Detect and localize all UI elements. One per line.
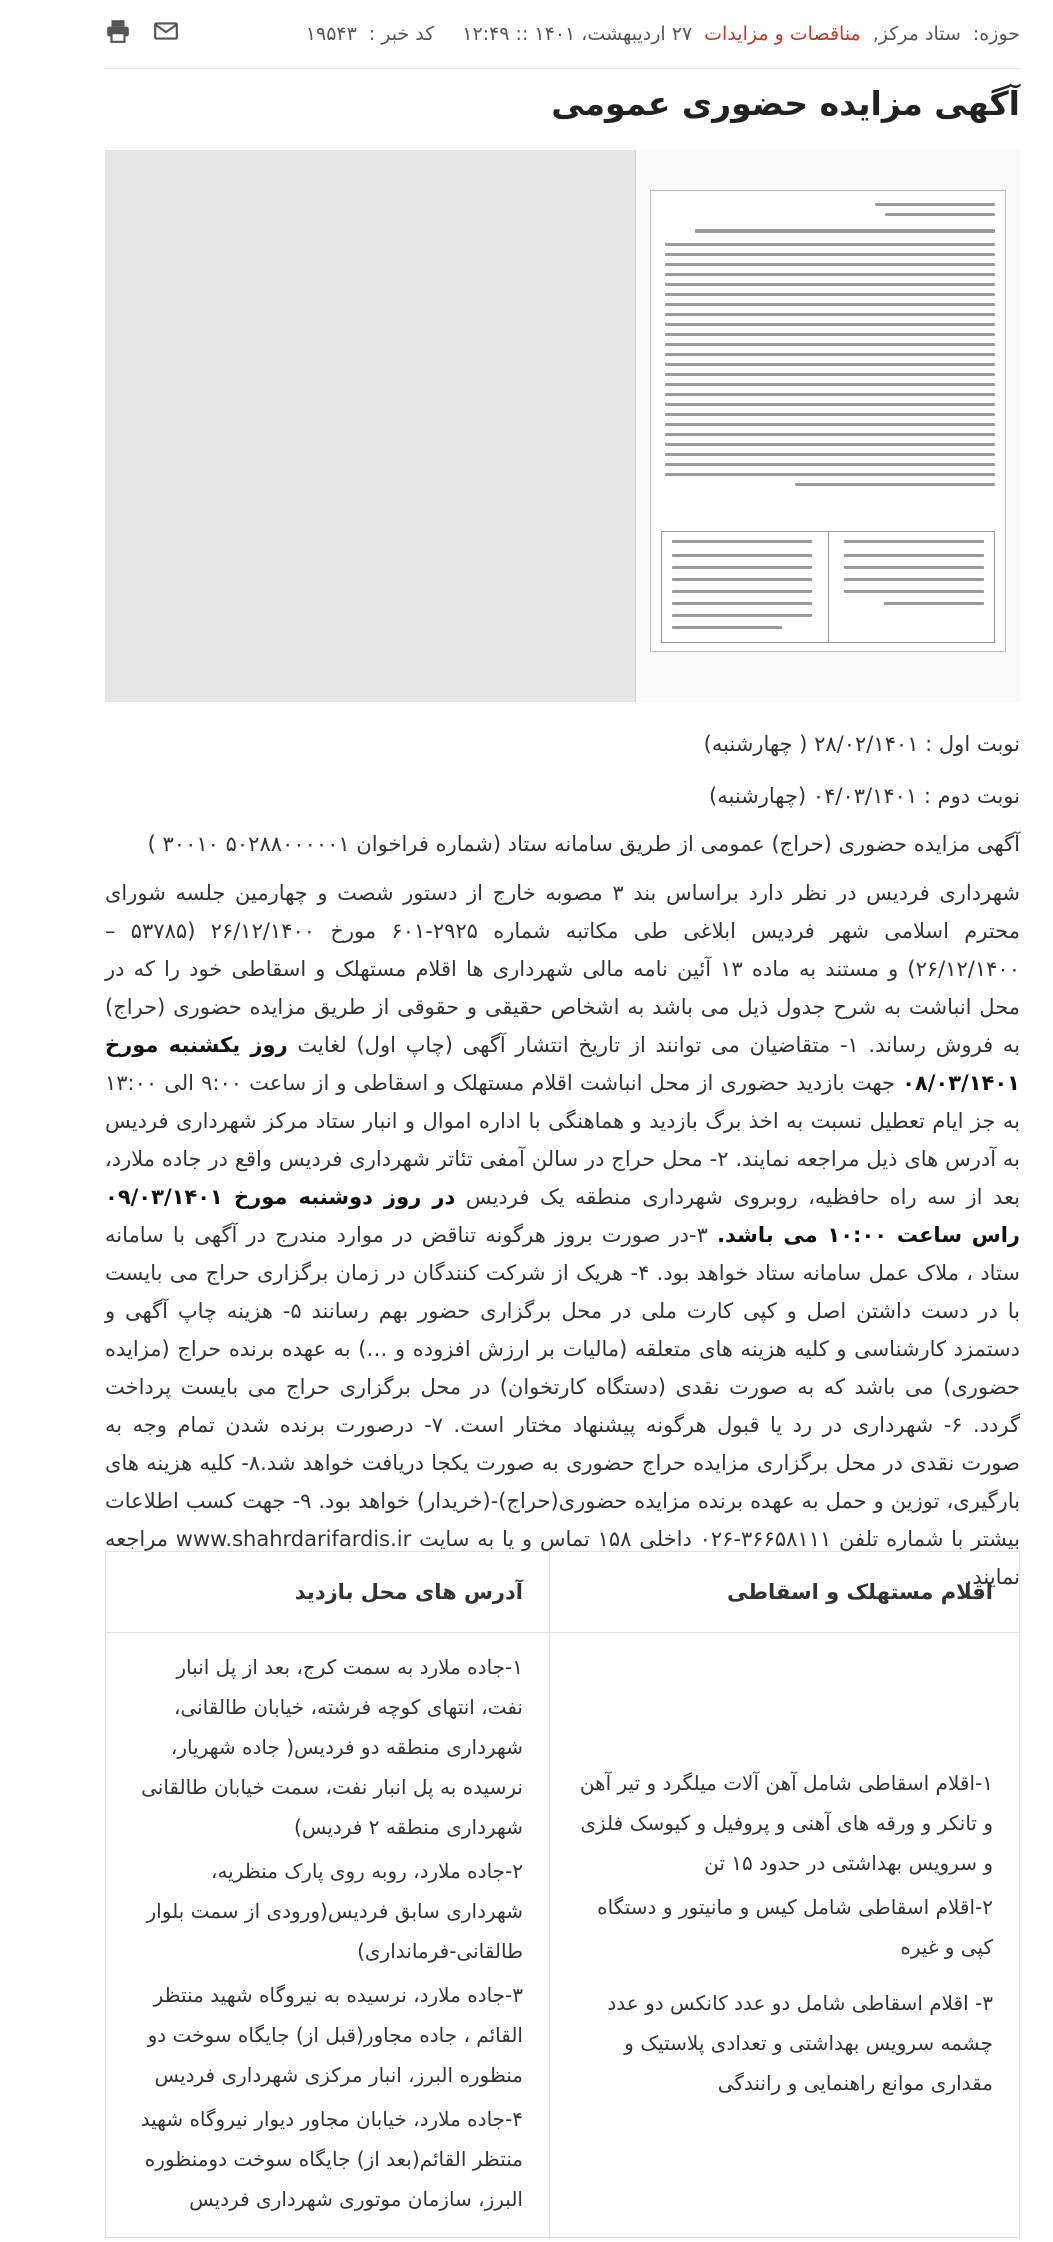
items-cell [550,1633,1020,2238]
header-addresses: آدرس های محل بازدید [106,1552,550,1633]
divider [105,68,1020,69]
address-1: ۱-جاده ملارد به سمت کرج، بعد از پل انبار نفت، انتهای کوچه فرشته، خیابان طالقانی، شهرداری منطقه دو فردیس( جاده شهریار، نرسیده به پل انبار نفت، سمت خیابان طالقانی شهرداری منطقه ۲ فردیس) [141,1655,523,1839]
news-code-label: کد خبر : [368,23,435,45]
items-table [105,1551,1020,2238]
table-row [106,1633,1020,2238]
item-1: ۱-اقلام اسقاطی شامل آهن آلات میلگرد و تیر آهن و تانکر و ورقه های آهنی و پروفیل و کیوسک فلزی و سرویس بهداشتی در حدود ۱۵ تن [579,1771,993,1875]
header-items: اقلام مستهلک و اسقاطی [550,1552,1020,1633]
body-text-3: ۳-در صورت بروز هرگونه تناقض در موارد مندرج در آگهی با سامانه ستاد ، ملاک عمل سامانه ستاد خواهد بود. ۴- هریک از شرکت کنندگان در زمان برگزاری حراج می بایست با در دست داشتن اصل و کپی کارت ملی در محل برگزاری حضور بهم رسانند ۵- هزینه چاپ آگهی و دستمزد کارشناسی و کلیه هزینه های متعلقه (مالیات بر ارزش افزوده و …) به عهده برنده حراج (مزایده حضوری) می باشد که به صورت نقدی (دستگاه کارتخوان) در محل برگزاری حراج می بایست پرداخت گردد. ۶- شهرداری در رد یا قبول هرگونه پیشنهاد مختار است. ۷- درصورت برنده شدن تمام وجه به صورت نقدی در محل برگزاری مزایده حراج حضوری به صورت یکجا دریافت خواهد شد.۸- کلیه هزینه های بارگیری، توزین و حمل به عهده برنده مزایده حضوری(حراج)-(خریدار) خواهد بود. ۹- جهت کسب اطلاعات بیشتر با شماره تلفن ۳۶۶۵۸۱۱۱-۰۲۶ داخلی ۱۵۸ تماس و یا به سایت www.shahrdarifardis.ir مراجعه نمایند. [105,1223,1021,1589]
email-icon[interactable] [153,18,179,49]
announcement-image [105,150,1020,702]
newspaper-clipping [635,150,1020,702]
domain-label: حوزه: [972,23,1020,45]
addresses-cell [106,1633,550,2238]
body-text-2: جهت بازدید حضوری از محل انباشت اقلام مستهلک و اسقاطی و از ساعت ۹:۰۰ الی ۱۳:۰۰ به جز ایام تعطیل نسبت به اخذ برگ بازدید و هماهنگی با اداره اموال و انبار ستاد مرکز شهرداری فردیس به آدرس های ذیل مراجعه نمایند. ۲- محل حراج در سالن آمفی تئاتر شهرداری فردیس واقع در جاده ملارد، بعد از سه راه حافظیه، روبروی شهرداری منطقه یک فردیس [105,1071,1020,1209]
address-3: ۳-جاده ملارد، نرسیده به نیروگاه شهید منتظر القائم ، جاده مجاور(قبل از) جایگاه سوخت دو منظوره البرز، انبار مرکزی شهرداری فردیس [147,1983,523,2087]
domain-value: ستاد مرکز, [872,23,961,45]
category-link[interactable]: مناقصات و مزایدات [704,23,861,45]
share-tools [105,18,179,49]
page-title: آگهی مزایده حضوری عمومی [551,84,1020,123]
item-3: ۳- اقلام اسقاطی شامل دو عدد کانکس دو عدد چشمه سرویس بهداشتی و تعدادی پلاستیک و مقداری موانع راهنمایی و رانندگی [607,1991,993,2095]
publish-date: ۲۷ اردیبهشت، ۱۴۰۱ :: ۱۲:۴۹ [462,23,693,45]
print-icon[interactable] [105,18,131,49]
body-text-1: شهرداری فردیس در نظر دارد براساس بند ۳ مصوبه خارج از دستور شصت و چهارمین جلسه شورای محترم اسلامی شهر فردیس ابلاغی طی مکاتبه شماره ۲۹۲۵-۶۰۱ مورخ ۲۶/۱۲/۱۴۰۰ (۵۳۷۸۵ – ۲۶/۱۲/۱۴۰۰) و مستند به ماده ۱۳ آئین نامه مالی شهرداری ها اقلام مستهلک و اسقاطی خود را که در محل انباشت به شرح جدول ذیل می باشد به اشخاص حقیقی و حقوقی از طریق مزایده حضوری (حراج) به فروش رساند. ۱- متقاضیان می توانند از تاریخ انتشار آگهی (چاپ اول) لغایت [105,881,1021,1057]
address-2: ۲-جاده ملارد، روبه روی پارک منظریه، شهرداری سابق فردیس(ورودی از سمت بلوار طالقانی-فرمانداری) [146,1859,523,1963]
announcement-body [105,874,1020,1596]
news-code: ۱۹۵۴۳ [305,23,357,45]
turn-second: نوبت دوم : ۰۴/۰۳/۱۴۰۱ (چهارشنبه) [709,784,1020,808]
visit-deadline: روز یکشنبه مورخ ۰۸/۰۳/۱۴۰۱ [105,1033,1020,1095]
announcement-subtitle: آگهی مزایده حضوری (حراج) عمومی از طریق سامانه ستاد (شماره فراخوان ۵۰۲۸۸۰۰۰۰۰۱ ۳۰۰۱۰ ) [147,832,1020,856]
turn-first: نوبت اول : ۲۸/۰۲/۱۴۰۱ ( چهارشنبه) [703,732,1020,756]
item-2: ۲-اقلام اسقاطی شامل کیس و مانیتور و دستگاه کپی و غیره [597,1895,993,1959]
auction-datetime: در روز دوشنبه مورخ ۰۹/۰۳/۱۴۰۱ راس ساعت ۱۰:۰۰ می باشد. [105,1185,1021,1247]
table-header-row [106,1552,1020,1633]
address-4: ۴-جاده ملارد، خیابان مجاور دیوار نیروگاه شهید منتظر القائم(بعد از) جایگاه سوخت دومنظوره البرز، سازمان موتوری شهرداری فردیس [140,2107,523,2211]
news-meta-bar [105,0,1020,68]
